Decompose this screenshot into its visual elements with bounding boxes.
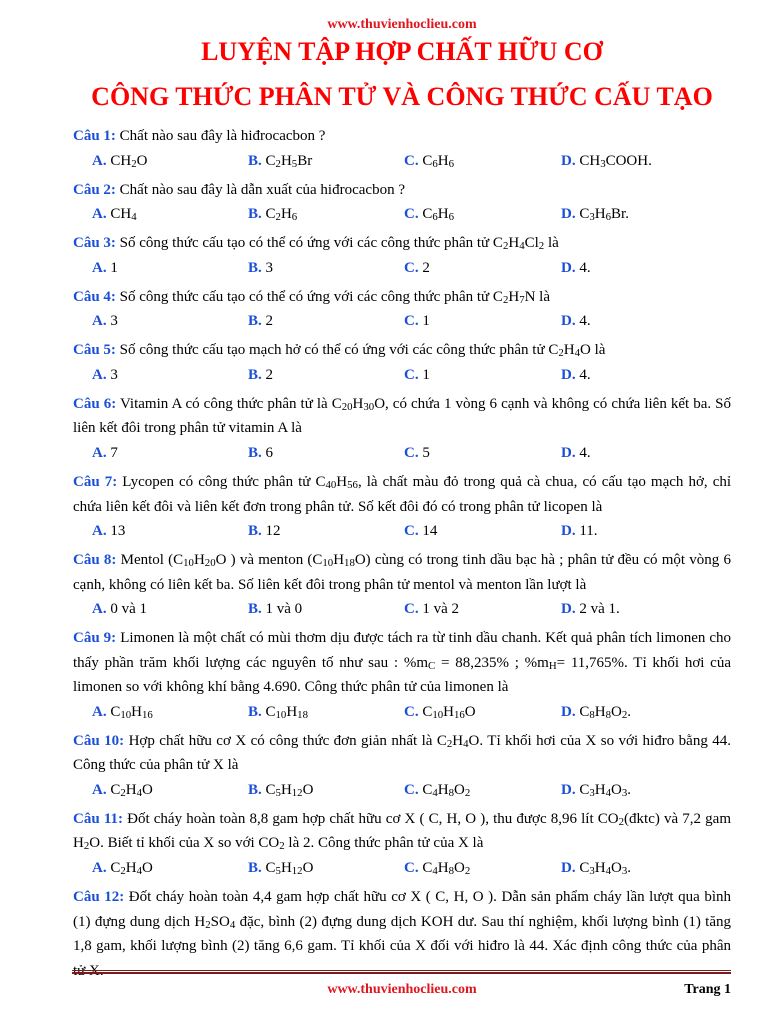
option-letter: D.: [561, 781, 576, 798]
question-8: [73, 548, 731, 622]
site-url-footer: www.thuvienhoclieu.com: [327, 982, 477, 997]
option-text: $C_5H_{12}O$: [265, 859, 314, 877]
option-b: [248, 519, 281, 544]
option-text: 14: [422, 523, 438, 540]
option-b: [248, 309, 273, 334]
page-subtitle: CÔNG THỨC PHÂN TỬ VÀ CÔNG THỨC CẤU TẠO: [91, 82, 713, 111]
option-a: [92, 597, 147, 622]
question-stem: [73, 392, 731, 441]
option-b: [248, 149, 312, 174]
option-text: 1 và 0: [265, 601, 303, 618]
question-label: Câu 12:: [73, 889, 125, 906]
option-letter: B.: [248, 781, 262, 798]
option-text: 0 và 1: [110, 601, 148, 618]
question-list: [73, 124, 731, 988]
option-text: 1: [110, 259, 118, 276]
option-a: [92, 778, 153, 803]
option-letter: D.: [561, 601, 576, 618]
question-3: [73, 231, 731, 280]
option-letter: C.: [404, 206, 419, 223]
option-a: [92, 149, 147, 174]
question-label: Câu 6:: [73, 395, 117, 412]
answer-options: [73, 597, 731, 622]
question-label: Câu 1:: [73, 128, 116, 144]
option-letter: D.: [561, 152, 576, 169]
question-text: Mentol ($C_{10}H_{20}O$ ) và menton $(C_{10}H_{18}O)$ cùng có trong tinh dầu bạc hà ; phân tử đều có một vòng 6 cạnh, không có liên kết ba. Số liên kết đôi trong phân tử mentol và menton lần lượt là: [73, 552, 732, 593]
option-text: $C_2H_4O$: [110, 859, 153, 877]
option-text: 2: [265, 366, 274, 383]
question-stem: [73, 807, 731, 856]
question-2: [73, 178, 731, 227]
answer-options: [73, 309, 731, 334]
option-text: $C_3H_4O_3$.: [579, 781, 632, 799]
option-text: $C_{10}H_{16}$: [110, 703, 153, 721]
option-letter: D.: [561, 206, 576, 223]
option-text: 13: [110, 523, 126, 540]
option-text: $C_2H_6$: [265, 206, 298, 224]
option-b: [248, 202, 297, 227]
question-7: [73, 470, 731, 544]
answer-options: [73, 256, 731, 281]
answer-options: [73, 149, 731, 174]
option-b: [248, 700, 308, 725]
footer-divider: [72, 970, 731, 974]
option-letter: B.: [248, 313, 262, 330]
option-text: $C_3H_6Br$.: [579, 206, 629, 224]
option-letter: A.: [92, 259, 107, 276]
option-letter: B.: [248, 601, 262, 618]
option-b: [248, 778, 313, 803]
question-stem: [73, 729, 731, 778]
option-text: 4.: [579, 366, 591, 383]
option-b: [248, 441, 273, 466]
question-stem: [73, 338, 731, 363]
option-letter: A.: [92, 444, 107, 461]
question-5: [73, 338, 731, 387]
answer-options: [73, 856, 731, 881]
option-c: [404, 149, 454, 174]
question-10: [73, 729, 731, 803]
option-a: [92, 309, 118, 334]
option-letter: A.: [92, 152, 107, 169]
option-letter: A.: [92, 206, 107, 223]
option-letter: A.: [92, 366, 107, 383]
question-stem: [73, 178, 731, 203]
question-4: [73, 285, 731, 334]
option-text: 2: [265, 313, 274, 330]
option-c: [404, 519, 437, 544]
option-d: [561, 149, 652, 174]
option-text: $C_6H_6$: [422, 152, 455, 170]
option-letter: C.: [404, 781, 419, 798]
question-label: Câu 11:: [73, 810, 123, 827]
option-text: 5: [422, 444, 430, 461]
page-title: LUYỆN TẬP HỢP CHẤT HỮU CƠ: [201, 37, 603, 66]
option-b: [248, 363, 273, 388]
question-text: Chất nào sau đây là dẫn xuất của hiđrocacbon ?: [119, 181, 405, 198]
question-label: Câu 9:: [73, 630, 117, 647]
question-9: [73, 626, 731, 724]
option-letter: B.: [248, 523, 262, 540]
option-letter: A.: [92, 703, 107, 720]
question-stem: [73, 231, 731, 256]
option-text: 6: [265, 444, 274, 461]
option-text: $CH_4$: [110, 206, 137, 224]
option-text: $C_6H_6$: [422, 206, 455, 224]
option-c: [404, 700, 476, 725]
option-c: [404, 856, 470, 881]
option-letter: D.: [561, 523, 576, 540]
option-letter: A.: [92, 313, 107, 330]
question-12: [73, 885, 731, 983]
option-a: [92, 441, 118, 466]
option-letter: C.: [404, 601, 419, 618]
option-letter: C.: [404, 313, 419, 330]
option-c: [404, 597, 459, 622]
option-d: [561, 202, 629, 227]
question-11: [73, 807, 731, 881]
option-text: $CH_3COOH$.: [579, 152, 652, 170]
option-text: 1: [422, 366, 430, 383]
option-letter: C.: [404, 152, 419, 169]
option-text: $CH_2O$: [110, 152, 148, 170]
option-letter: B.: [248, 366, 262, 383]
question-stem: [73, 885, 731, 983]
question-text: Số công thức cấu tạo có thể có ứng với các công thức phân tử $C_2H_7N$ là: [119, 288, 551, 306]
option-letter: A.: [92, 781, 107, 798]
option-text: 2 và 1.: [579, 601, 620, 618]
option-c: [404, 441, 430, 466]
option-letter: D.: [561, 859, 576, 876]
option-letter: D.: [561, 444, 576, 461]
option-letter: C.: [404, 703, 419, 720]
option-text: 12: [265, 523, 281, 540]
option-text: 1 và 2: [422, 601, 460, 618]
option-a: [92, 700, 153, 725]
option-d: [561, 363, 591, 388]
option-text: 3: [110, 313, 118, 330]
option-letter: B.: [248, 206, 262, 223]
option-c: [404, 363, 430, 388]
question-stem: [73, 470, 731, 519]
option-letter: B.: [248, 859, 262, 876]
option-c: [404, 309, 430, 334]
option-text: $C_{10}H_{18}$: [265, 703, 308, 721]
option-text: $C_2H_5Br$: [265, 152, 313, 170]
question-text: Limonen là một chất có mùi thơm dịu được tách ra từ tinh dầu chanh. Kết quả phân tích limonen cho thấy phần trăm khối lượng các nguyên tố như sau : $\%m_C = 88,235\%$ ; $\%m_H= 11,765\%$. Tỉ khối hơi của limonen so với không khí bằng 4.690. Công thức phân tử của limonen là: [73, 630, 732, 696]
option-text: $C_4H_8O_2$: [422, 859, 471, 877]
answer-options: [73, 700, 731, 725]
option-b: [248, 256, 273, 281]
option-d: [561, 519, 598, 544]
option-text: 11.: [579, 523, 598, 540]
option-letter: C.: [404, 859, 419, 876]
option-letter: D.: [561, 703, 576, 720]
option-letter: A.: [92, 859, 107, 876]
option-a: [92, 256, 118, 281]
option-c: [404, 202, 454, 227]
option-a: [92, 202, 137, 227]
option-text: $C_{10}H_{16}O$: [422, 703, 476, 721]
option-text: $C_2H_4O$: [110, 781, 153, 799]
option-text: 4.: [579, 259, 591, 276]
option-d: [561, 700, 631, 725]
option-letter: A.: [92, 523, 107, 540]
question-label: Câu 8:: [73, 552, 117, 569]
site-url-header: www.thuvienhoclieu.com: [327, 17, 477, 32]
question-text: Số công thức cấu tạo mạch hở có thể có ứng với các công thức phân tử $C_2H_4O$ là: [119, 342, 606, 360]
question-label: Câu 2:: [73, 181, 116, 198]
option-text: 2: [422, 259, 430, 276]
option-letter: B.: [248, 259, 262, 276]
answer-options: [73, 363, 731, 388]
option-text: 1: [422, 313, 430, 330]
option-d: [561, 778, 631, 803]
option-letter: D.: [561, 366, 576, 383]
option-letter: C.: [404, 523, 419, 540]
option-text: $C_3H_4O_3$.: [579, 859, 632, 877]
option-text: 3: [110, 366, 118, 383]
option-text: 7: [110, 444, 118, 461]
question-text: Đốt cháy hoàn toàn 4,4 gam hợp chất hữu cơ X ( C, H, O ). Dẫn sản phẩm cháy lần lượt qua bình (1) đựng dung dịch $H_2SO_4$ đặc, bình (2) đựng dung dịch KOH dư. Sau thí nghiệm, khối lượng bình (1) tăng 1,8 gam, khối lượng bình (2) tăng 6,6 gam. Tỉ khối của X đối với hiđro là 44. Xác định công thức của phân tử X.: [73, 889, 732, 979]
option-d: [561, 597, 620, 622]
option-d: [561, 856, 631, 881]
option-text: 3: [265, 259, 274, 276]
option-letter: C.: [404, 444, 419, 461]
answer-options: [73, 519, 731, 544]
question-label: Câu 4:: [73, 288, 116, 305]
option-letter: B.: [248, 444, 262, 461]
option-letter: D.: [561, 259, 576, 276]
question-text: Hợp chất hữu cơ X có công thức đơn giản nhất là $C_2H_4O$. Tỉ khối hơi của X so với hiđro bằng 44. Công thức của phân tử X là: [73, 732, 732, 774]
option-text: 4.: [579, 313, 591, 330]
option-b: [248, 597, 302, 622]
question-6: [73, 392, 731, 466]
option-text: $C_4H_8O_2$: [422, 781, 471, 799]
page-number: Trang 1: [684, 982, 731, 997]
option-a: [92, 363, 118, 388]
option-a: [92, 519, 125, 544]
question-stem: [73, 285, 731, 310]
option-text: $C_5H_{12}O$: [265, 781, 314, 799]
question-text: Chất nào sau đây là hiđrocacbon ?: [119, 128, 326, 144]
option-a: [92, 856, 153, 881]
question-text: Đốt cháy hoàn toàn 8,8 gam hợp chất hữu cơ X ( C, H, O ), thu được 8,96 lít $CO_2(đktc)$ và 7,2 gam $H_2O$. Biết tỉ khối của X so với $CO_2$ là 2. Công thức phân tử của X là: [73, 810, 731, 853]
answer-options: [73, 441, 731, 466]
option-d: [561, 309, 591, 334]
option-c: [404, 778, 470, 803]
option-text: $C_8H_8O_2$.: [579, 703, 632, 721]
option-letter: C.: [404, 259, 419, 276]
option-d: [561, 441, 591, 466]
question-text: Vitamin A có công thức phân tử là $C_{20}H_{30}O$, có chứa 1 vòng 6 cạnh và không có chứa liên kết ba. Số liên kết đôi trong phân tử vitamin A là: [73, 395, 731, 437]
question-text: Lycopen có công thức phân tử $C_{40}H_{56}$, là chất màu đỏ trong quả cà chua, có cấu tạo mạch hở, chỉ chứa liên kết đôi và liên kết đơn trong phân tử. Số kết đôi đó có trong phân tử licopen là: [73, 474, 732, 515]
question-label: Câu 3:: [73, 235, 116, 252]
question-label: Câu 7:: [73, 474, 118, 491]
option-letter: C.: [404, 366, 419, 383]
question-text: Số công thức cấu tạo có thể có ứng với các công thức phân tử $C_2H_4Cl_2$ là: [119, 235, 559, 253]
option-letter: D.: [561, 313, 576, 330]
question-1: [73, 124, 731, 173]
question-stem: [73, 626, 731, 700]
question-label: Câu 10:: [73, 732, 125, 749]
option-b: [248, 856, 313, 881]
question-stem: [73, 124, 731, 149]
question-stem: [73, 548, 731, 597]
option-letter: A.: [92, 601, 107, 618]
answer-options: [73, 778, 731, 803]
option-letter: B.: [248, 152, 262, 169]
option-c: [404, 256, 430, 281]
option-letter: B.: [248, 703, 262, 720]
option-text: 4.: [579, 444, 591, 461]
option-d: [561, 256, 591, 281]
question-label: Câu 5:: [73, 342, 116, 359]
answer-options: [73, 202, 731, 227]
